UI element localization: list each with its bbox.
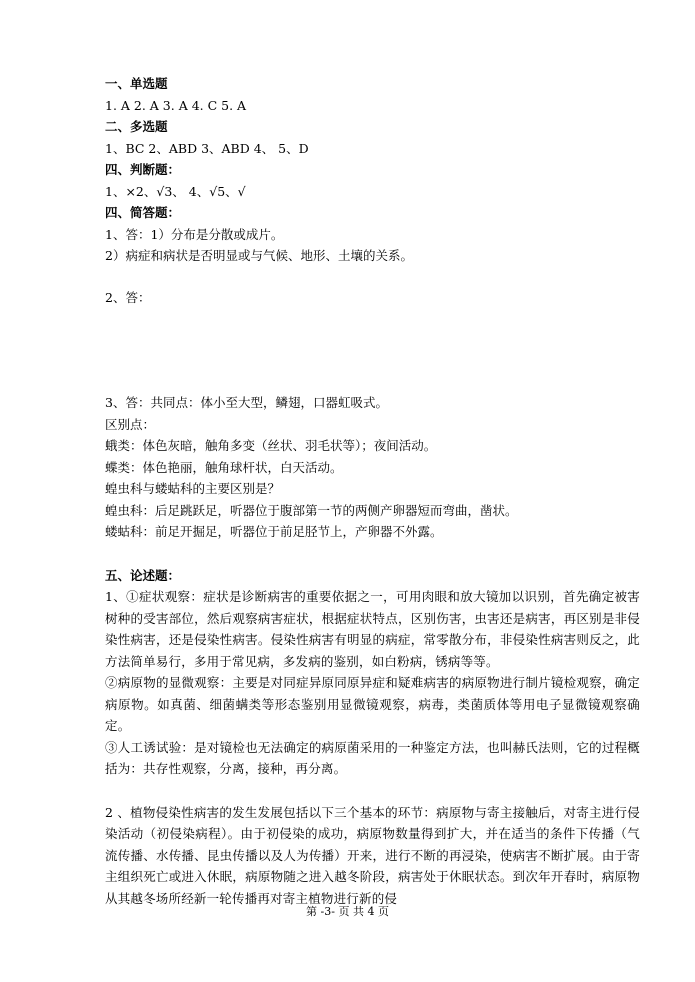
short-answer-q1-line1: 1、答：1）分布是分散或成片。 [105,226,284,242]
multiple-choice-answers: 1、BC 2、ABD 3、ABD 4、 5、D [105,140,309,156]
section-heading-single-choice: 一、单选题 [105,76,168,91]
section-heading-short-answer: 四、简答题： [105,205,181,220]
spacer [105,267,640,287]
short-answer-q3-line4: 蝶类：体色艳丽，触角球杆状，白天活动。 [105,459,343,475]
essay-paragraph-1: 1、①症状观察：症状是诊断病害的重要依据之一，可用肉眼和放大镜加以识别，首先确定被害树种的受害部位，然后观察病害症状，根据症状特点，区别伤害，虫害还是病害，再区别是非侵染性病害，还是侵染性病害。侵染性病害有明显的病症，常零散分布，非侵染性病害则反之，此方法简单易行，多用于常见病，多发病的鉴别，如白粉病，锈病等等。 [105,589,640,669]
short-answer-q3-line2: 区别点： [105,416,156,432]
short-answer-q3-line3: 蛾类：体色灰暗，触角多变（丝状、羽毛状等）；夜间活动。 [105,438,437,453]
true-false-answers: 1、×2、√3、 4、√5、√ [105,183,246,199]
short-answer-q3-line6: 蝗虫科：后足跳跃足，听器位于腹部第一节的两侧产卵器短而弯曲，凿状。 [105,502,518,518]
essay-paragraph-2: ②病原物的显微观察：主要是对同症异原同原异症和疑难病害的病原物进行制片镜检观察，确定病原物。如真菌、细菌螨类等形态鉴别用显微镜观察，病毒，类菌质体等用电子显微镜观察确定。 [105,675,640,733]
spacer [105,543,640,565]
short-answer-q3-line5: 蝗虫科与蝼蛄科的主要区别是？ [105,481,281,496]
essay-paragraph-3: ③人工诱试验：是对镜检也无法确定的病原菌采用的一种鉴定方法，也叫赫氏法则，它的过程概括为：共存性观察，分离，接种，再分离。 [105,739,640,776]
spacer [105,308,640,350]
page-content [105,73,640,909]
section-heading-essay: 五、论述题： [105,567,181,583]
section-heading-multiple-choice: 二、多选题 [105,119,168,134]
spacer [105,350,640,392]
spacer [105,780,640,802]
short-answer-q1-line2: 2）病症和病状是否明显或与气候、地形、土壤的关系。 [105,248,413,263]
essay-paragraph-4: 2 、植物侵染性病害的发生发展包括以下三个基本的环节：病原物与寄主接触后，对寄主进行侵染活动（初侵染病程）。由于初侵染的成功，病原物数量得到扩大，并在适当的条件下传播（气流传播、水传播、昆虫传播以及人为传播）开来，进行不断的再浸染，使病害不断扩展。由于寄主组织死亡或进入休眠，病原物随之进入越冬阶段，病害处于休眠状态。到次年开春时，病原物从其越冬场所经新一轮传播再对寄主植物进行新的侵 [105,804,640,906]
short-answer-q2: 2、答： [105,289,151,305]
page-footer: 第 -3- 页 共 4 页 [306,905,389,918]
section-heading-true-false: 四、判断题： [105,162,181,177]
short-answer-q3-line7: 蝼蛄科：前足开掘足，听器位于前足胫节上，产卵器不外露。 [105,524,443,539]
single-choice-answers: 1. A 2. A 3. A 4. C 5. A [105,97,247,113]
short-answer-q3-line1: 3、答：共同点：体小至大型，鳞翅，口器虹吸式。 [105,395,388,410]
